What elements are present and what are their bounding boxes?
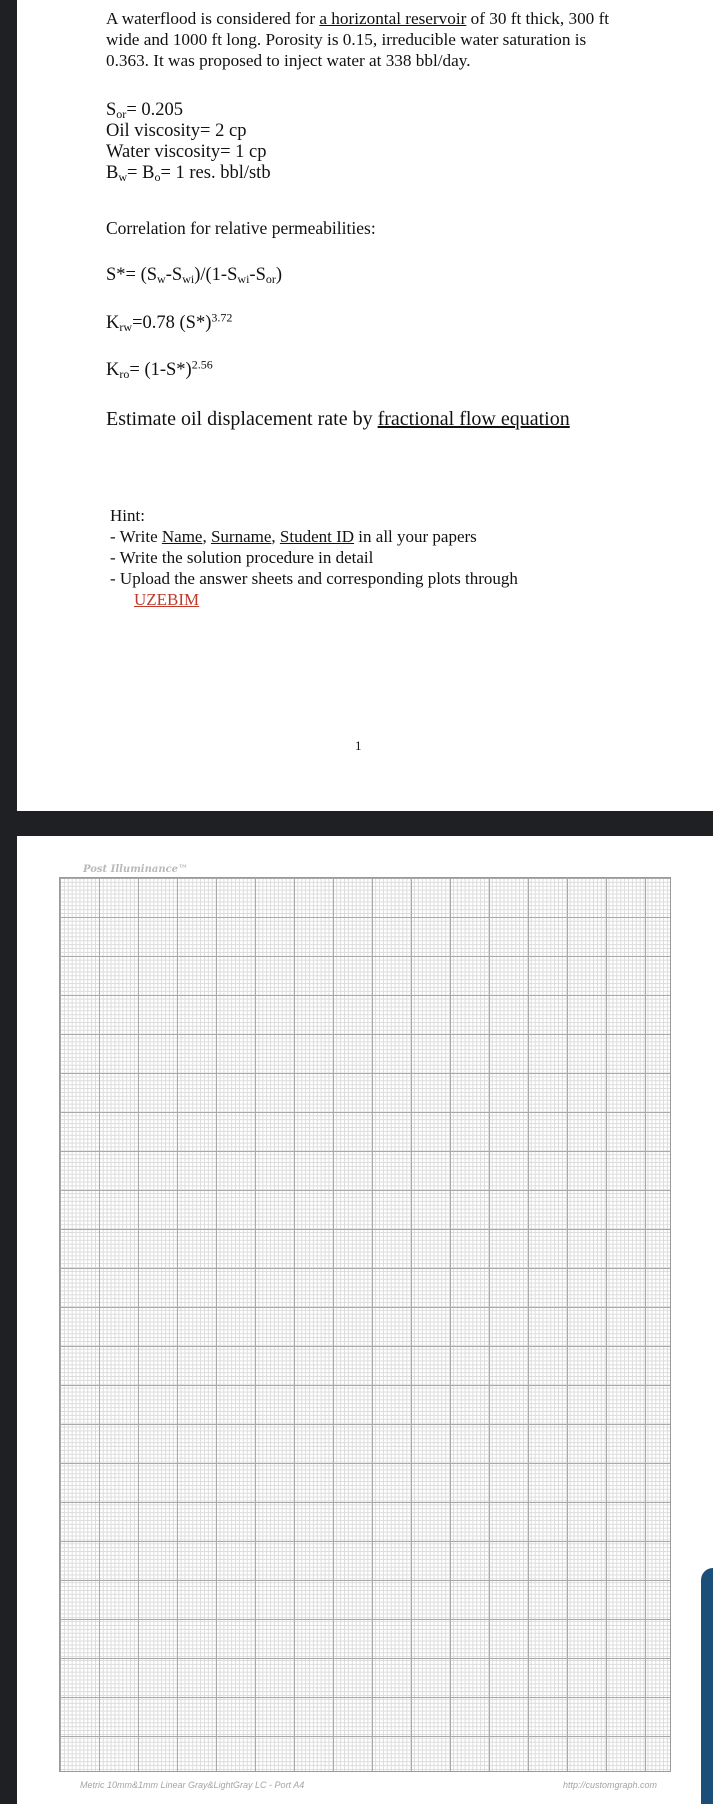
- given-parameters: [106, 100, 271, 184]
- document-page-1: [17, 0, 713, 811]
- normalized-saturation-equation: $S*= (S_w-S_{wi})/(1-S_{wi}-S_{or})$: [106, 265, 283, 286]
- hint-block: [110, 505, 518, 610]
- graph-paper-logo: Post Illuminance™: [83, 864, 189, 875]
- hint-title: Hint:: [110, 506, 145, 525]
- graph-paper-footer-left: Metric 10mm&1mm Linear Gray&LightGray LC - Port A4: [80, 1780, 305, 1790]
- floating-side-button[interactable]: [701, 1568, 713, 1804]
- kro-equation: $K_{ro}= (1-S*)^{2.56}$: [106, 357, 213, 381]
- document-page-2: [17, 836, 713, 1804]
- hint-line-1: - Write Name, Surname, Student ID in all your papers: [110, 527, 477, 546]
- fractional-flow-link: fractional flow equation: [377, 408, 570, 430]
- task-statement: Estimate oil displacement rate by fractional flow equation: [106, 408, 570, 430]
- horizontal-reservoir-link: a horizontal reservoir: [319, 9, 467, 28]
- residual-oil-saturation: $S_{or}= 0.205$: [106, 100, 183, 121]
- formation-volume-factor: $B_w= B_o= 1$ res. bbl/stb: [106, 163, 271, 184]
- water-viscosity: Water viscosity= 1 cp: [106, 142, 267, 162]
- hint-line-3: - Upload the answer sheets and corresponding plots through: [110, 569, 518, 588]
- oil-viscosity: Oil viscosity= 2 cp: [106, 121, 247, 141]
- graph-paper-footer-right: http://customgraph.com: [562, 1780, 657, 1790]
- uzebim-link[interactable]: UZEBIM: [134, 590, 200, 609]
- hint-line-2: - Write the solution procedure in detail: [110, 548, 374, 567]
- graph-paper-grid: [59, 877, 671, 1772]
- problem-statement: A waterflood is considered for a horizontal reservoir of 30 ft thick, 300 ft wide and 1000 ft long. Porosity is 0.15, irreducible water saturation is 0.363. It was proposed to inject water at 338 bbl/day.: [106, 9, 610, 70]
- page-number: 1: [355, 738, 362, 753]
- krw-equation: $K_{rw}=0.78$ $(S*)^{3.72}$: [106, 310, 233, 334]
- correlation-title: Correlation for relative permeabilities:: [106, 218, 376, 238]
